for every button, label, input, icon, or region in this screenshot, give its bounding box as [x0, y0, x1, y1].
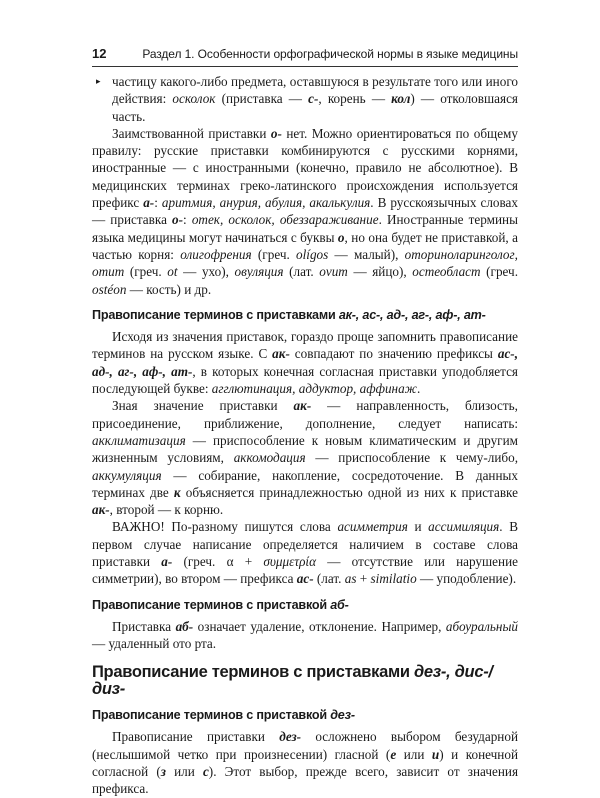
running-title: Раздел 1. Особенности орфографической нормы в языке медицины — [142, 47, 518, 61]
paragraph-prefixes-ak: Исходя из значения приставок, гораздо проще запомнить правописание терминов на русском языке. С ак- совпадают по значению префиксы ас-, ад-, аг-, аф-, ат-, в которых конечная согласная приставки уподобляется последующей букве: агглютинация, аддуктор, аффинаж. — [92, 329, 518, 397]
paragraph-important-note: ВАЖНО! По-разному пишутся слова асимметрия и ассимиляция. В первом случае написание определяется наличием в составе слова приставки а- (греч. α + συμμετρία — отсутствие или нарушение симметрии), во втором — префикса ас- (лат. as + similatio — уподобление). — [92, 519, 519, 587]
running-header — [92, 46, 518, 66]
header-rule — [92, 66, 518, 67]
paragraph-prefix-dez: Правописание приставки дез- осложнено выбором безударной (неслышимой четко при произнесении) гласной (е или и) и конечной согласной (з или с). Этот выбор, прежде всего, зависит от значения префикса. — [92, 729, 519, 797]
heading-prefixes-ak: Правописание терминов с приставками ак-, ас-, ад-, аг-, аф-, ат- — [92, 307, 486, 322]
section-heading-dez-dis: Правописание терминов с приставками дез-, дис-/диз- — [92, 662, 493, 698]
page-number: 12 — [92, 46, 107, 61]
paragraph-prefix-ab: Приставка аб- означает удаление, отклонение. Например, абоуральный — удаленный ото рта. — [92, 618, 518, 652]
heading-prefix-ab: Правописание терминов с приставкой аб- — [92, 597, 349, 612]
paragraph-prefix-ak-meaning: Зная значение приставки ак- — направленность, близость, присоединение, приближение, дополнение, следует написать: акклиматизация — приспособление к новым климатическим и другим жизненным условиям, аккомодация — приспособление к чему-либо, аккумуляция — собирание, накопление, сосредоточение. В данных терминах две к объясняется принадлежностью одной из них к приставке ак-, второй — к корню. — [92, 398, 518, 518]
heading-prefix-dez: Правописание терминов с приставкой дез- — [92, 708, 355, 723]
paragraph-prefix-o: Заимствованной приставки о- нет. Можно ориентироваться по общему правилу: русские приставки комбинируются с русскими корнями, иностранные — с иностранными (конечно, правило не абсолютное). В медицинских терминах греко-латинского происхождения используется префикс а-: аритмия, анурия, абулия, акалькулия. В русскоязычных словах — приставка о-: отек, осколок, обеззараживание. Иностранные термины языка медицины могут начинаться с буквы о, но она будет не приставкой, а частью корня: олигофрения (греч. olígos — малый), оториноларинголог, отит (греч. ot — ухо), овуляция (лат. ovum — яйцо), остеобласт (греч. ostéon — кость) и др. — [92, 125, 518, 297]
bullet-item: ▸ частицу какого-либо предмета, оставшуюся в результате того или иного действия: осколок (приставка — с-, корень — кол) — отколовшаяся часть. — [96, 74, 518, 124]
triangle-bullet-icon: ▸ — [96, 76, 101, 86]
page-body — [92, 73, 518, 798]
